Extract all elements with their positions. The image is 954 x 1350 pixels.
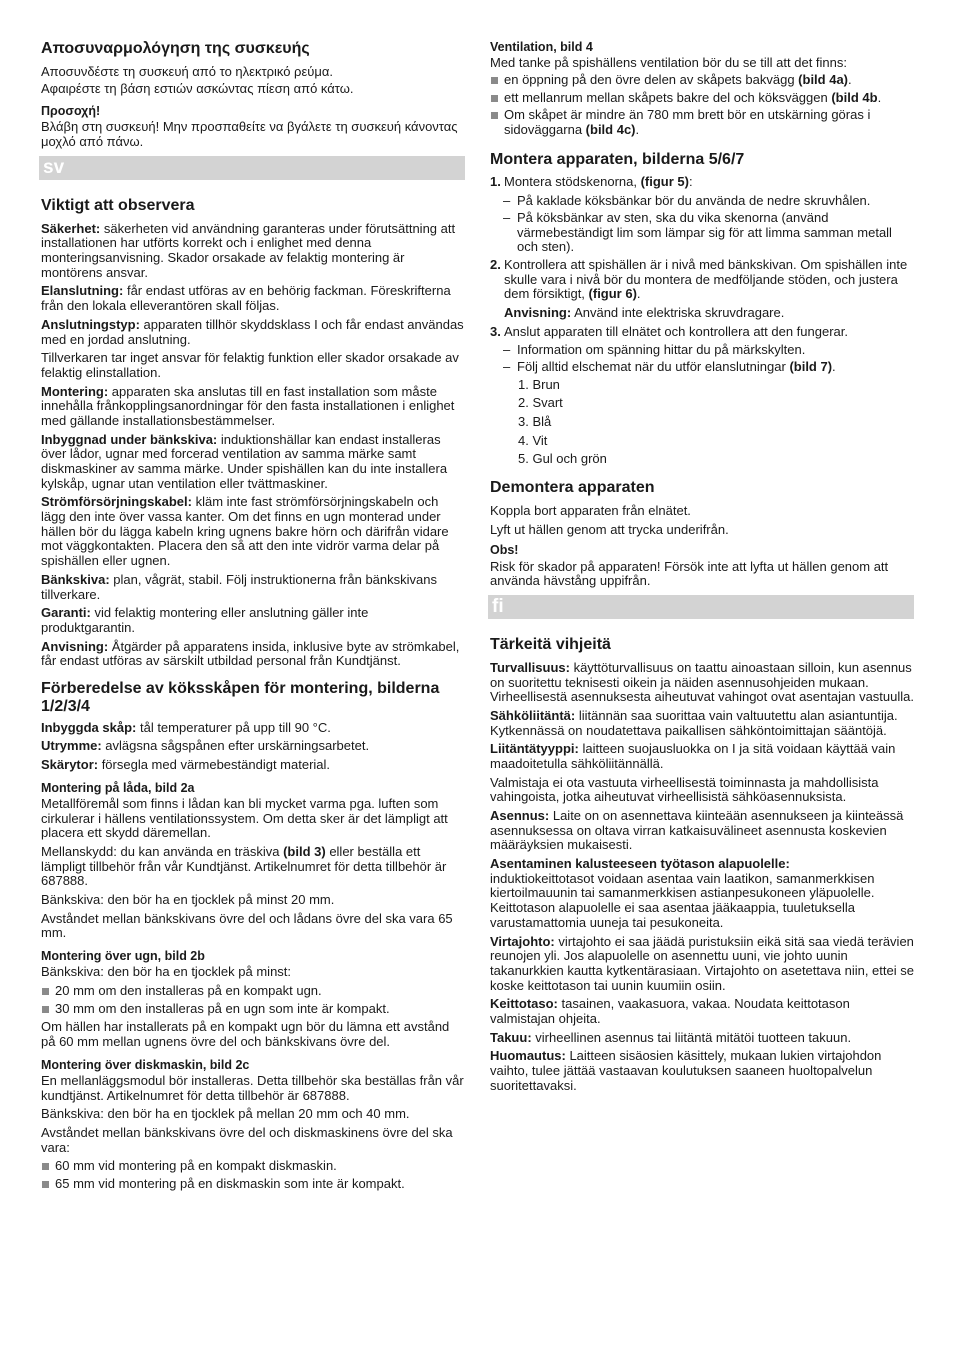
list-item: 1. Brun (518, 376, 560, 392)
step2-note: Anvisning: Använd inte elektriska skruvdragare. (504, 304, 785, 320)
greek-paragraph: Αφαιρέστε τη βάση εστιών ασκώντας πίεση από κάτω. (41, 80, 354, 96)
list-item: – På kaklade köksbänkar bör du använda de nedre skruvhålen. (503, 194, 914, 209)
drawer-paragraph: Avståndet mellan bänkskivans övre del och lådans övre del ska vara 65 mm. (41, 910, 453, 941)
step3-sublist (490, 343, 914, 374)
fi-paragraph-safety: Turvallisuus: käyttöturvallisuus on taattu ainoastaan silloin, kun asennus on suoritettu teknisesti oikein ja näiden asennusohjeiden mukaan. Virheellisestä asennuksesta aiheutuvat vahingot ovat asentajan vastuulla. (490, 659, 914, 705)
fi-paragraph-electrical: Sähköliitäntä: liitännän saa suorittaa vain valtuutettu alan asiantuntija. Kytkennässä on noudatettava paikallisen sähköntoimittajan sääntöjä. (490, 707, 898, 738)
ventilation-title: Ventilation, bild 4 (490, 40, 593, 54)
prep-title: Förberedelse av köksskåpen för montering, bilderna 1/2/3/4 (41, 679, 440, 715)
list-item: 4. Vit (518, 432, 548, 448)
drawer-paragraph: Bänkskiva: den bör ha en tjocklek på minst 20 mm. (41, 892, 335, 908)
dishwasher-paragraph: Bänkskiva: den bör ha en tjocklek på mellan 20 mm och 40 mm. (41, 1106, 410, 1122)
step-number: 1. (490, 174, 501, 190)
greek-caution-title: Προσοχή! (41, 104, 101, 119)
paragraph-mounting: Montering: apparaten ska anslutas till en fast installation som måste innehålla frånkopplingsanordningar för den fasta installationen i enlighet med gällande installationsbestämmelser. (41, 383, 455, 428)
list-item: – På köksbänkar av sten, ska du vika skenorna (använd värmebeständigt lim som lämpar sig för att limma samman metall och sten). (503, 211, 914, 255)
list-item: 60 mm vid montering på en kompakt diskmaskin. (41, 1159, 465, 1174)
mount-steps (490, 175, 914, 190)
list-item: 65 mm vid montering på en diskmaskin som inte är kompakt. (41, 1177, 465, 1192)
step-item: 1. Montera stödskenorna, (figur 5): (490, 174, 693, 190)
mount-steps (490, 258, 914, 302)
fi-paragraph-warranty: Takuu: virheellinen asennus tai liitäntä mitätöi tuotteen takuun. (490, 1029, 852, 1045)
list-item: – Information om spänning hittar du på märkskylten. (503, 343, 914, 358)
dishwasher-paragraph: En mellanläggsmodul bör installeras. Detta tillbehör ska beställas från vår kundtjänst. Artikelnumret för detta tillbehör är 687888. (41, 1072, 464, 1103)
paragraph-built-in: Inbyggnad under bänkskiva: induktionshällar kan endast installeras över lådor, ugnar med forcerad ventilation av samma märke samt diskmaskiner av samma märke. Under spishällen kan du inte installera kylskåp, ugnar utan ventilation eller tvättmaskiner. (41, 431, 448, 491)
list-item: 5. Gul och grön (518, 451, 607, 467)
oven-list (41, 984, 465, 1016)
important-title: Viktigt att observera (41, 196, 195, 214)
oven-title: Montering över ugn, bild 2b (41, 949, 205, 964)
paragraph-warranty: Garanti: vid felaktig montering eller anslutning gäller inte produktgarantin. (41, 605, 369, 635)
list-item: Om skåpet är mindre än 780 mm brett bör en utskärning göras i sidoväggarna (bild 4c). (490, 108, 914, 137)
greek-paragraph: Αποσυνδέστε τη συσκευή από το ηλεκτρικό ρεύμα. (41, 63, 333, 79)
paragraph-safety: Säkerhet: säkerheten vid användning garanteras under förutsättning att installationen har utförts korrekt och i enlighet med denna monteringsanvisning. Skador orsakade av felaktig montering är montörens ansvar. (41, 220, 456, 280)
step-number: 3. (490, 323, 501, 339)
list-item: 3. Blå (518, 414, 552, 430)
mount-title: Montera apparaten, bilderna 5/6/7 (490, 150, 745, 168)
language-bar-fi: fi (488, 595, 914, 619)
dismount-title: Demontera apparaten (490, 479, 655, 497)
list-item: 30 mm om den installeras på en ugn som inte är kompakt. (41, 1002, 465, 1017)
fi-paragraph-built-in: Asentaminen kalusteeseen työtason alapuolelle: induktiokeittotasot voidaan asentaa vain laatikon, samanmerkkisen kiertoilmauunin tai samanmerkkisen astianpesukoneen yläpuolelle. Keittotason alapuolelle ei saa asentaa jääkaappia, tuuletuksella varustamattomia uuneja tai pesukoneita. (490, 856, 875, 930)
fi-paragraph-mounting: Asennus: Laite on on asennettava kiinteään asennukseen ja kiinteässä asennuksessa on oltava virran katkaisuvälineet asennusta koskevien määräyksien mukaisesti. (490, 808, 904, 853)
paragraph-worktop: Bänkskiva: plan, vågrät, stabil. Följ instruktionerna från bänkskivans tillverkare. (41, 571, 437, 602)
paragraph-space: Utrymme: avlägsna sågspånen efter urskärningsarbetet. (41, 738, 370, 754)
wire-color-list (490, 378, 914, 467)
paragraph-power-cable: Strömförsörjningskabel: kläm inte fast strömförsörjningskabeln och lägg den inte över vassa kanter. Om det finns en ugn monterad under hällen bör du lägga kabeln kring ugnens bakre hörn och därifrån vidare mot väggkontakten. Placera den så att den inte vidrör varma delar på spishällen eller ugnen. (41, 494, 449, 569)
obs-title: Obs! (490, 543, 519, 558)
fi-title: Tärkeitä vihjeitä (490, 635, 611, 653)
dishwasher-list (41, 1159, 465, 1191)
left-column (41, 40, 465, 1196)
greek-caution-text: Βλάβη στη συσκευή! Μην προσπαθείτε να βγάλετε τη συσκευή κάνοντας μοχλό από πάνω. (41, 119, 458, 150)
oven-paragraph: Bänkskiva: den bör ha en tjocklek på minst: (41, 964, 292, 980)
paragraph-electrical: Elanslutning: får endast utföras av en behörig fackman. Föreskrifterna från den lokala elleverantören skall följas. (41, 283, 451, 314)
fi-paragraph-note: Huomautus: Laitteen sisäosien käsittely, mukaan lukien virtajohdon vaihto, tulee jättää vastaavan koulutuksen saaneen huoltopalvelun suoritettavaksi. (490, 1048, 882, 1093)
paragraph-note: Anvisning: Åtgärder på apparatens insida, inklusive byte av strömkabel, får endast utföras av särskilt utbildad personal från Kundtjänst. (41, 638, 460, 669)
right-column (490, 40, 914, 1097)
paragraph-cabinets: Inbyggda skåp: tål temperaturer på upp till 90 °C. (41, 719, 331, 735)
drawer-paragraph: Metallföremål som finns i lådan kan bli mycket varma pga. luften som cirkulerar i hällens ventilationssystem. Om detta sker är det lämpligt att placera ett skydd däremellan. (41, 795, 448, 841)
paragraph-connection-type: Anslutningstyp: apparaten tillhör skyddsklass I och får endast användas med en jordad anslutning. (41, 316, 464, 347)
fi-paragraph-worktop: Keittotaso: tasainen, vaakasuora, vakaa. Noudata keittotason valmistajan ohjeita. (490, 996, 850, 1026)
greek-section-title: Αποσυναρμολόγηση της συσκευής (41, 40, 310, 57)
fi-paragraph-power-cable: Virtajohto: virtajohto ei saa jäädä puristuksiin eikä sitä saa viedä terävien reunojen yli. Jos alapuolelle on asennettu uuni, vie johto uunin takanurkkien kautta kytkentärasiaan. Virtajohto on asetettava niin, ettei se koske keittotason tai uunin kuumiin osiin. (490, 933, 914, 993)
list-item: 20 mm om den installeras på en kompakt ugn. (41, 984, 465, 999)
oven-paragraph: Om hällen har installerats på en kompakt ugn bör du lämna ett avstånd på 60 mm mellan ugnens övre del och bänkskivans övre del. (41, 1019, 450, 1049)
step1-sublist (490, 194, 914, 255)
fi-paragraph-manufacturer: Valmistaja ei ota vastuuta virheellisestä toiminnasta ja mahdollisista vahingoista, jotka aiheutuvat virheellisistä sähköasennuksista. (490, 774, 879, 805)
step-item: 3. Anslut apparaten till elnätet och kontrollera att den fungerar. (490, 323, 848, 339)
list-item: en öppning på den övre delen av skåpets bakvägg (bild 4a). (490, 73, 914, 88)
dishwasher-title: Montering över diskmaskin, bild 2c (41, 1057, 250, 1072)
list-item: ett mellanrum mellan skåpets bakre del och köksväggen (bild 4b. (490, 91, 914, 106)
ventilation-list (490, 73, 914, 138)
drawer-paragraph: Mellanskydd: du kan använda en träskiva (bild 3) eller beställa ett lämpligt tillbehör från vår Kundtjänst. Artikelnumret för detta tillbehör är 687888. (41, 844, 447, 889)
step-number: 2. (490, 256, 501, 272)
paragraph-cut-surfaces: Skärytor: försegla med värmebeständigt material. (41, 757, 331, 773)
paragraph-manufacturer: Tillverkaren tar inget ansvar för felaktig funktion eller skador orsakade av felaktig elinstallation. (41, 350, 459, 380)
step-item: 2. Kontrollera att spishällen är i nivå med bänkskivan. Om spishällen inte skulle vara i nivå bör du montera de medföljande stöden, och justera dem försiktigt, (figur 6). (490, 256, 908, 302)
mount-steps (490, 325, 914, 340)
list-item: 2. Svart (518, 395, 563, 411)
ventilation-paragraph: Med tanke på spishällens ventilation bör du se till att det finns: (490, 55, 847, 71)
fi-paragraph-connection-type: Liitäntätyyppi: laitteen suojausluokka on I ja sitä voidaan käyttää vain maadoitetulla sähköliitännällä. (490, 741, 896, 771)
dismount-paragraph: Lyft ut hällen genom att trycka underifrån. (490, 521, 729, 537)
drawer-title: Montering på låda, bild 2a (41, 780, 195, 795)
dishwasher-paragraph: Avståndet mellan bänkskivans övre del och diskmaskinens övre del ska vara: (41, 1124, 453, 1155)
dismount-paragraph: Koppla bort apparaten från elnätet. (490, 503, 691, 519)
list-item: – Följ alltid elschemat när du utför elanslutningar (bild 7). (503, 360, 914, 375)
obs-text: Risk för skador på apparaten! Försök inte att lyfta ut hällen genom att använda hävstång uppifrån. (490, 558, 889, 589)
language-bar-sv: sv (39, 156, 465, 180)
